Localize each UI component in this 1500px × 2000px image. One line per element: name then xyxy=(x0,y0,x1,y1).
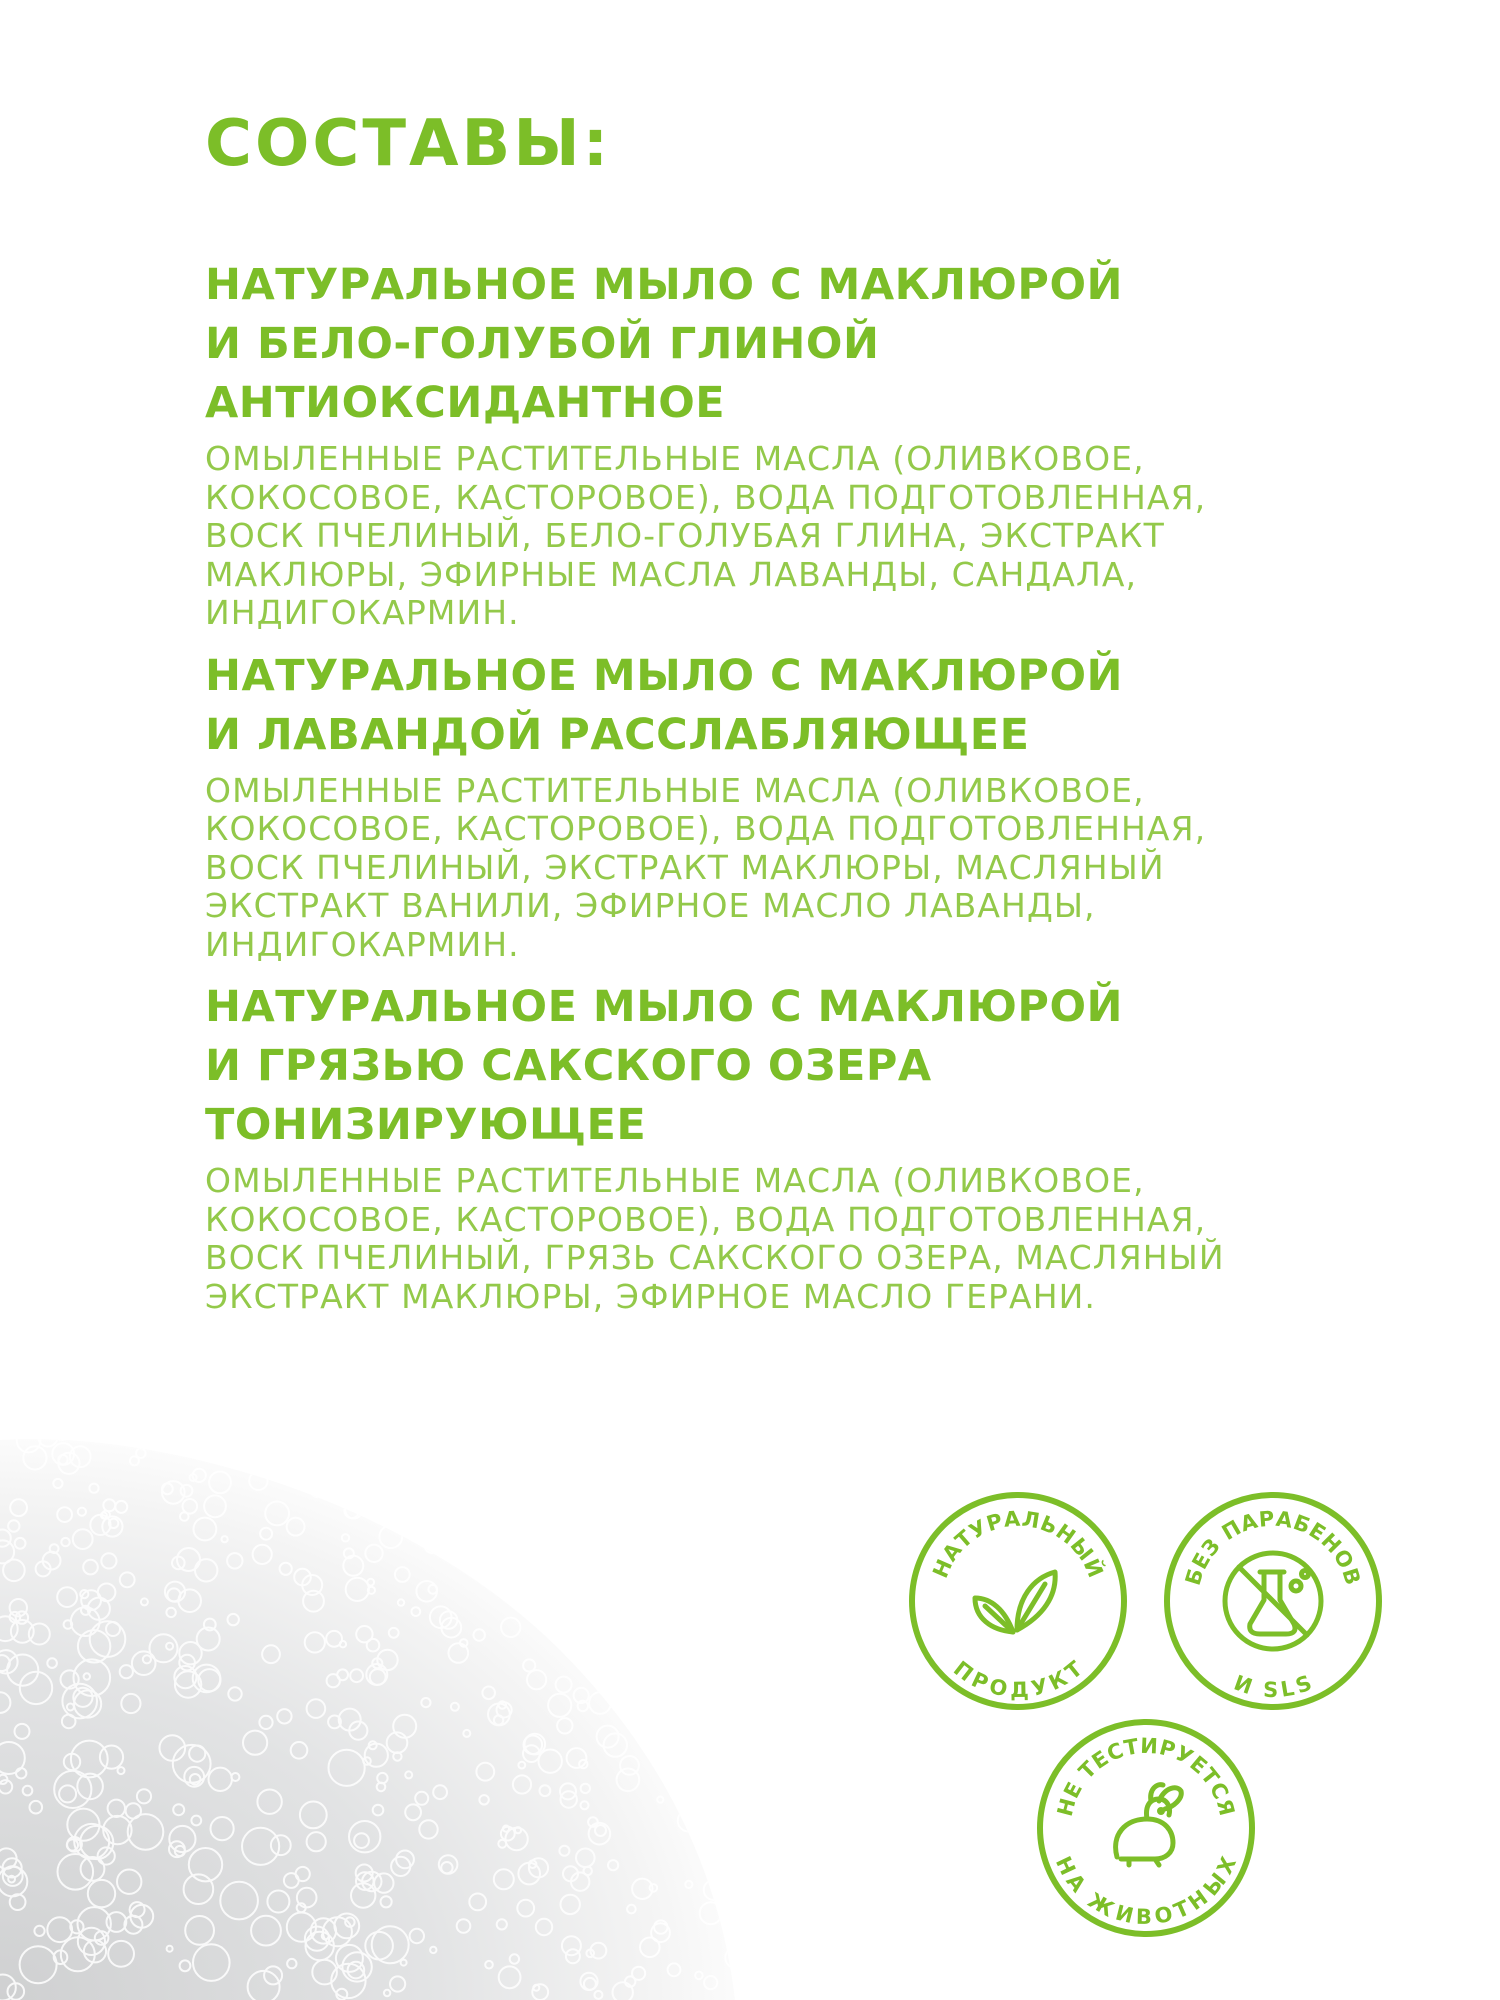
foam-bubble xyxy=(346,1483,366,1503)
foam-bubble xyxy=(575,1618,586,1629)
foam-bubble xyxy=(200,1420,209,1425)
foam-bubble xyxy=(548,1602,555,1609)
foam-bubble xyxy=(694,1471,704,1481)
foam-bubble xyxy=(438,1433,453,1448)
foam-bubble xyxy=(606,1490,618,1502)
foam-bubble xyxy=(744,1673,754,1683)
foam-bubble xyxy=(698,1429,719,1450)
badge-parabens-bottom-text: И SLS xyxy=(1230,1670,1316,1703)
product-section-2 xyxy=(205,647,1365,965)
foam-bubble xyxy=(702,1553,722,1573)
foam-bubble xyxy=(660,1541,669,1550)
compositions-list xyxy=(205,256,1365,1330)
foam-bubble xyxy=(739,1842,760,1864)
foam-bubble xyxy=(667,1688,677,1698)
foam-bubble xyxy=(323,1460,347,1484)
foam-bubble xyxy=(643,1435,650,1442)
foam-bubble xyxy=(695,1778,718,1801)
ingredients-text: ОМЫЛЕННЫЕ РАСТИТЕЛЬНЫЕ МАСЛА (ОЛИВКОВОЕ, КОКОСОВОЕ, КАСТОРОВОЕ), ВОДА ПОДГОТОВЛЕННАЯ, ВОСК ПЧЕЛИНЫЙ, БЕЛО-ГОЛУБАЯ ГЛИНА, ЭКСТРАКТ МАКЛЮРЫ, ЭФИРНЫЕ МАСЛА ЛАВАНДЫ, САНДАЛА, ИНДИГОКАРМИН. xyxy=(205,439,1207,632)
foam-bubble xyxy=(352,1457,374,1479)
foam-bubble xyxy=(589,1452,596,1459)
foam-bubble xyxy=(756,1425,760,1431)
foam-bubble xyxy=(569,1470,581,1482)
svg-text:НА ЖИВОТНЫХ xyxy=(1051,1853,1241,1929)
foam-bubble xyxy=(448,1524,464,1540)
foam-bubble xyxy=(653,1731,668,1746)
page-title: СОСТАВЫ: xyxy=(205,107,612,181)
foam-bubble xyxy=(679,1523,702,1546)
foam-bubble xyxy=(521,1428,536,1443)
foam-bubble xyxy=(550,1605,573,1628)
foam-bubble xyxy=(567,1428,579,1440)
foam-bubble xyxy=(469,1548,489,1568)
ingredients-text: ОМЫЛЕННЫЕ РАСТИТЕЛЬНЫЕ МАСЛА (ОЛИВКОВОЕ, КОКОСОВОЕ, КАСТОРОВОЕ), ВОДА ПОДГОТОВЛЕННАЯ, ВОСК ПЧЕЛИНЫЙ, ЭКСТРАКТ МАКЛЮРЫ, МАСЛЯНЫЙ ЭКСТРАКТ ВАНИЛИ, ЭФИРНОЕ МАСЛО ЛАВАНДЫ, ИНДИГОКАРМИН. xyxy=(205,770,1207,964)
foam-bubble xyxy=(677,1734,692,1749)
foam-bubble xyxy=(466,1561,480,1575)
foam-bubble xyxy=(442,1454,453,1465)
foam-bubble xyxy=(461,1464,473,1476)
foam-bubble xyxy=(705,1803,711,1809)
foam-bubble xyxy=(380,1457,397,1474)
foam-bubble xyxy=(625,1517,637,1529)
foam-bubble xyxy=(680,1721,701,1742)
foam-bubble xyxy=(424,1537,441,1554)
foam-bubble xyxy=(729,1458,750,1479)
foam-bubble xyxy=(546,1473,560,1487)
foam-bubble xyxy=(670,1615,680,1625)
foam-bubble xyxy=(719,1602,733,1616)
foam-bubble xyxy=(737,1519,745,1527)
foam-bubble xyxy=(678,1570,684,1576)
foam-bubble xyxy=(728,1503,744,1519)
foam-bubble xyxy=(549,1563,572,1586)
foam-bubble xyxy=(362,1421,371,1430)
foam-bubble xyxy=(223,1429,240,1446)
foam-bubble xyxy=(482,1538,506,1562)
foam-bubble xyxy=(682,1720,696,1734)
foam-bubble xyxy=(572,1535,584,1547)
foam-bubble xyxy=(566,1611,584,1629)
leaves-icon xyxy=(975,1572,1055,1632)
foam-bubble xyxy=(712,1879,725,1892)
foam-bubble xyxy=(629,1521,638,1530)
foam-bubble xyxy=(748,1798,757,1807)
foam-bubble xyxy=(695,1727,711,1743)
foam-bubble xyxy=(607,1444,626,1463)
foam-bubble xyxy=(693,1514,710,1531)
foam-bubble xyxy=(363,1454,371,1462)
foam-bubble xyxy=(510,1513,520,1523)
foam-bubble xyxy=(721,1545,743,1567)
product-title: НАТУРАЛЬНОЕ МЫЛО С МАКЛЮРОЙ И ЛАВАНДОЙ РАССЛАБЛЯЮЩЕЕ xyxy=(205,650,1123,760)
foam-bubble xyxy=(711,1585,733,1607)
foam-bubble xyxy=(742,1778,760,1799)
foam-bubble xyxy=(270,1462,284,1476)
foam-bubble xyxy=(725,1672,734,1681)
foam-bubble xyxy=(424,1425,437,1438)
foam-bubble xyxy=(491,1494,501,1504)
foam-bubble xyxy=(582,1503,605,1526)
foam-bubble xyxy=(725,1947,746,1968)
flask-crossed-icon xyxy=(1225,1553,1321,1649)
foam-bubble xyxy=(209,1420,223,1427)
badge-no-parabens xyxy=(1160,1488,1386,1714)
foam-bubble xyxy=(323,1452,347,1476)
foam-bubble xyxy=(581,1618,593,1630)
foam-bubble xyxy=(653,1672,661,1680)
badge-natural-bottom-text: ПРОДУКТ xyxy=(949,1656,1088,1703)
foam-bubble xyxy=(290,1420,299,1429)
foam-bubble xyxy=(678,1474,691,1487)
foam-bubble xyxy=(370,1445,381,1456)
foam-bubble xyxy=(740,1789,757,1806)
foam-bubble xyxy=(726,1715,733,1722)
foam-bubble xyxy=(604,1494,612,1502)
product-section-1 xyxy=(205,256,1365,633)
foam-bubble xyxy=(569,1452,582,1465)
foam-bubble xyxy=(691,1527,702,1538)
product-section-3 xyxy=(205,978,1365,1316)
svg-text:И SLS xyxy=(1231,1670,1316,1702)
badge-natural-top-text: НАТУРАЛЬНЫЙ xyxy=(928,1506,1108,1582)
foam-bubble xyxy=(745,1427,760,1448)
foam-bubble xyxy=(365,1451,377,1463)
foam-bubble xyxy=(574,1584,586,1596)
badge-cruelty-bottom-text: НА ЖИВОТНЫХ xyxy=(1050,1852,1242,1930)
foam-bubble xyxy=(710,1587,730,1607)
foam-bubble xyxy=(740,1685,761,1709)
foam-bubble xyxy=(738,1705,758,1725)
foam-bubble xyxy=(420,1516,441,1537)
foam-bubble xyxy=(687,1479,706,1498)
foam-bubble xyxy=(381,1421,393,1433)
foam-bubble xyxy=(686,1723,696,1733)
foam-bubble xyxy=(501,1444,523,1466)
foam-bubble xyxy=(744,1570,751,1577)
foam-bubble xyxy=(506,1578,515,1587)
foam-bubble xyxy=(585,1439,596,1450)
foam-bubble xyxy=(179,1443,191,1455)
foam-bubble xyxy=(588,1573,606,1591)
foam-bubble xyxy=(716,1420,728,1427)
foam-bubble xyxy=(694,1789,714,1809)
foam-bubble xyxy=(515,1487,536,1508)
foam-bubble xyxy=(725,1767,737,1779)
foam-bubble xyxy=(54,1424,70,1440)
foam-bubble xyxy=(116,1420,137,1432)
foam-bubble xyxy=(248,1433,255,1440)
rabbit-icon xyxy=(1116,1785,1182,1865)
foam-bubble xyxy=(717,1761,726,1770)
foam-bubble xyxy=(312,1486,323,1497)
foam-bubble xyxy=(92,1420,111,1437)
foam-bubble xyxy=(361,1473,375,1487)
foam-bubble xyxy=(746,1902,760,1922)
foam-bubble xyxy=(401,1499,411,1509)
foam-bubble xyxy=(556,1511,575,1530)
foam-bubble xyxy=(752,1541,760,1554)
foam-bubble xyxy=(436,1487,455,1506)
foam-bubble xyxy=(664,1666,671,1673)
foam-bubble xyxy=(262,1454,284,1476)
product-title: НАТУРАЛЬНОЕ МЫЛО С МАКЛЮРОЙ И ГРЯЗЬЮ САКСКОГО ОЗЕРА ТОНИЗИРУЮЩЕЕ xyxy=(205,982,1123,1150)
foam-bubble xyxy=(468,1464,481,1477)
foam-bubble xyxy=(572,1646,588,1662)
foam-bubble xyxy=(48,1420,64,1431)
foam-bubble xyxy=(231,1455,238,1462)
foam-bubble xyxy=(616,1632,636,1652)
foam-bubble xyxy=(742,1685,748,1691)
foam-bubble xyxy=(518,1421,540,1443)
foam-bubble xyxy=(189,1421,210,1442)
foam-bubble xyxy=(506,1568,526,1588)
foam-bubble xyxy=(617,1529,624,1536)
foam-bubble xyxy=(683,1761,696,1774)
foam-bubble xyxy=(75,1425,84,1434)
foam-bubble xyxy=(434,1498,449,1513)
product-title: НАТУРАЛЬНОЕ МЫЛО С МАКЛЮРОЙ И БЕЛО-ГОЛУБОЙ ГЛИНОЙ АНТИОКСИДАНТНОЕ xyxy=(205,260,1123,428)
foam-bubble xyxy=(695,1631,718,1654)
foam-bubble xyxy=(708,1545,728,1565)
foam-bubble xyxy=(484,1478,492,1486)
foam-bubble xyxy=(602,1616,619,1633)
foam-bubble xyxy=(695,1513,704,1522)
badge-parabens-top-text: БЕЗ ПАРАБЕНОВ xyxy=(1180,1506,1366,1589)
foam-bubble xyxy=(698,1835,722,1859)
foam-bubble xyxy=(599,1611,612,1624)
foam-bubble xyxy=(586,1609,609,1632)
ingredients-text: ОМЫЛЕННЫЕ РАСТИТЕЛЬНЫЕ МАСЛА (ОЛИВКОВОЕ, КОКОСОВОЕ, КАСТОРОВОЕ), ВОДА ПОДГОТОВЛЕННАЯ, ВОСК ПЧЕЛИНЫЙ, ГРЯЗЬ САКСКОГО ОЗЕРА, МАСЛЯНЫЙ ЭКСТРАКТ МАКЛЮРЫ, ЭФИРНОЕ МАСЛО ГЕРАНИ. xyxy=(205,1161,1225,1316)
foam-bubble xyxy=(492,1457,507,1472)
foam-bubble xyxy=(735,1624,754,1643)
foam-bubble xyxy=(583,1526,607,1550)
foam-bubble xyxy=(746,1955,760,1970)
badge-cruelty-free xyxy=(1033,1715,1259,1941)
foam-bubble xyxy=(723,1872,746,1895)
foam-bubble xyxy=(628,1515,635,1522)
badge-natural-product xyxy=(905,1488,1131,1714)
soap-foam-image xyxy=(0,1420,760,2000)
foam-bubble xyxy=(339,1469,346,1476)
foam-bubble xyxy=(731,1933,741,1943)
foam-bubble xyxy=(363,1495,380,1512)
badge-cruelty-top-text: НЕ ТЕСТИРУЕТСЯ xyxy=(1052,1733,1240,1819)
foam-bubble xyxy=(734,1913,740,1919)
